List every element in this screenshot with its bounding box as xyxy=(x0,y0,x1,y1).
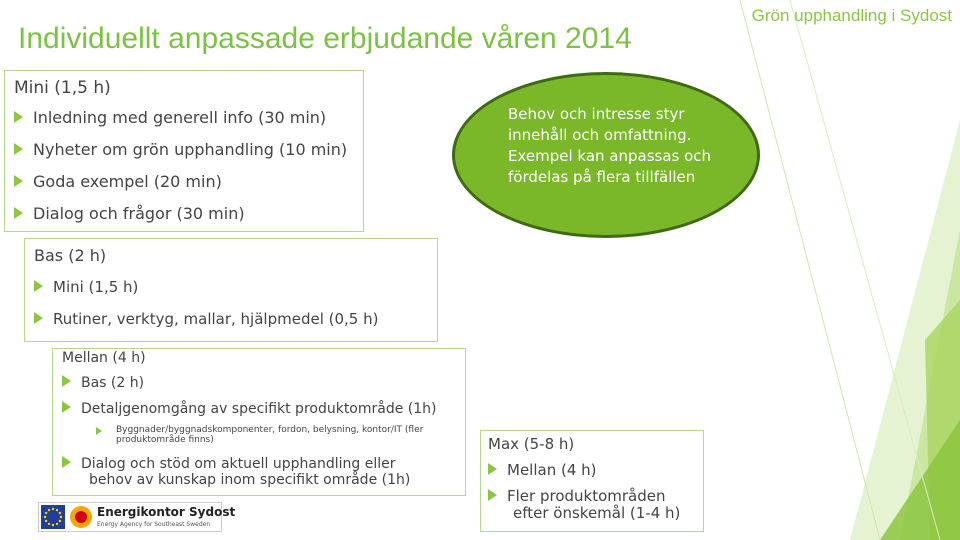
bullet-arrow-icon xyxy=(62,456,71,468)
list-item xyxy=(62,456,395,472)
list-item xyxy=(14,108,326,127)
list-item-label: Dialog och stöd om aktuell upphandling eller xyxy=(81,456,396,472)
bullet-arrow-icon xyxy=(62,375,71,387)
bullet-arrow-icon xyxy=(14,175,23,187)
bullet-arrow-icon xyxy=(34,280,43,292)
logo-tagline: Energy Agency for Southeast Sweden xyxy=(97,521,211,528)
bullet-arrow-icon xyxy=(14,143,23,155)
bullet-arrow-icon xyxy=(488,489,497,501)
list-item-label: Bas (2 h) xyxy=(81,375,145,391)
list-item xyxy=(14,140,347,159)
mellan-title: Mellan (4 h) xyxy=(62,350,146,366)
sun-emblem-icon xyxy=(69,505,93,529)
bas-title: Bas (2 h) xyxy=(34,246,107,265)
list-item-label: Detaljgenomgång av specifikt produktområde (1h) xyxy=(81,401,437,417)
list-item-label: Dialog och frågor (30 min) xyxy=(33,204,245,223)
list-item-label: Goda exempel (20 min) xyxy=(33,172,222,191)
list-item-label: Mellan (4 h) xyxy=(507,461,597,479)
page-title: Individuellt anpassade erbjudande våren 2014 xyxy=(18,22,632,55)
energikontor-logo xyxy=(38,502,236,532)
sub-list-item-label: Byggnader/byggnadskomponenter, fordon, belysning, kontor/IT (fler produktområde finns) xyxy=(116,425,424,445)
list-item xyxy=(34,310,378,328)
list-item-continuation: behov av kunskap inom specifikt område (1h) xyxy=(89,472,411,488)
list-item xyxy=(62,401,437,417)
list-item-continuation: efter önskemål (1-4 h) xyxy=(513,504,681,522)
eu-flag-icon xyxy=(41,505,65,529)
list-item xyxy=(34,278,138,296)
list-item xyxy=(14,204,245,223)
list-item xyxy=(62,375,144,391)
list-item-label: Mini (1,5 h) xyxy=(53,278,139,296)
logo-name: Energikontor Sydost xyxy=(97,505,236,519)
list-item-label: Inledning med generell info (30 min) xyxy=(33,108,327,127)
bullet-arrow-icon xyxy=(96,427,102,435)
mini-title: Mini (1,5 h) xyxy=(14,78,111,98)
bullet-arrow-icon xyxy=(62,401,71,413)
max-title: Max (5-8 h) xyxy=(488,435,575,453)
callout-text: Behov och intresse styr innehåll och omfattning. Exempel kan anpassas och fördelas på flera tillfällen xyxy=(508,105,712,186)
sub-list-item xyxy=(96,425,456,445)
list-item-label: Rutiner, verktyg, mallar, hjälpmedel (0,5 h) xyxy=(53,310,379,328)
bullet-arrow-icon xyxy=(14,207,23,219)
bullet-arrow-icon xyxy=(34,312,43,324)
list-item xyxy=(488,488,666,505)
bullet-arrow-icon xyxy=(488,463,497,475)
bullet-arrow-icon xyxy=(14,111,23,123)
header-tag: Grön upphandling i Sydost xyxy=(751,6,952,25)
list-item-label: Fler produktområden xyxy=(507,487,666,505)
list-item xyxy=(488,461,597,479)
list-item xyxy=(14,172,222,191)
list-item-label: Nyheter om grön upphandling (10 min) xyxy=(33,140,348,159)
